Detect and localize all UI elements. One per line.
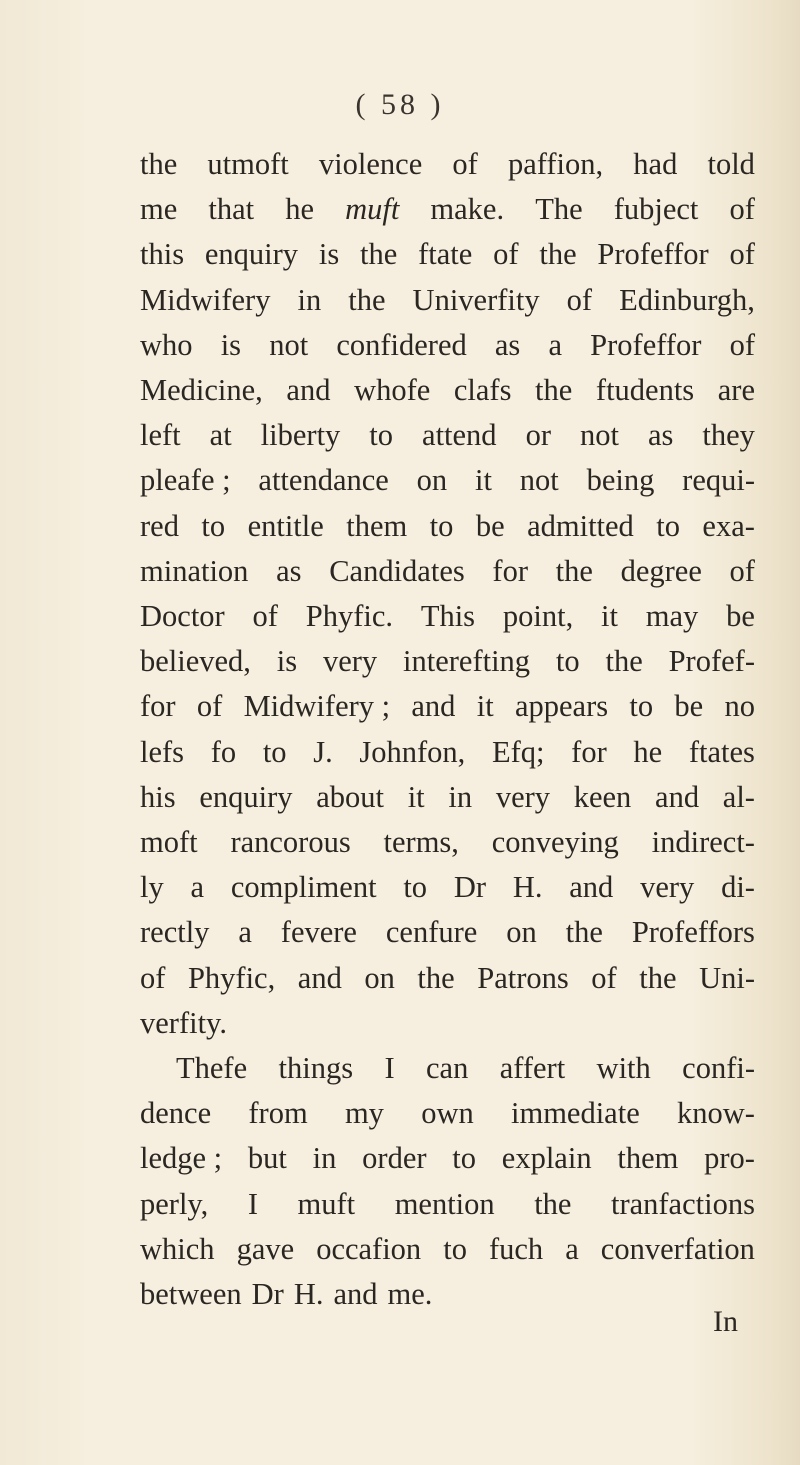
word: to bbox=[429, 508, 454, 543]
page-number-header: ( 58 ) bbox=[355, 88, 445, 121]
text-line bbox=[140, 820, 755, 865]
text-line bbox=[140, 187, 755, 232]
word: This bbox=[420, 599, 476, 634]
word: a bbox=[190, 870, 205, 905]
word: not bbox=[269, 327, 309, 362]
word: of bbox=[591, 960, 617, 995]
word: Candidates bbox=[329, 553, 465, 588]
word: admitted bbox=[527, 508, 634, 543]
word: occafion bbox=[316, 1231, 422, 1266]
word: Medicine, bbox=[140, 373, 263, 408]
word: Patrons bbox=[477, 960, 569, 995]
word: moft bbox=[140, 825, 198, 860]
word: of bbox=[140, 960, 166, 995]
word: to bbox=[452, 1141, 477, 1176]
word: cenfure bbox=[385, 915, 478, 950]
word: the bbox=[565, 915, 603, 950]
word: to bbox=[369, 418, 394, 453]
word: ly bbox=[140, 870, 164, 905]
word: on bbox=[506, 915, 537, 950]
word: it bbox=[407, 779, 425, 814]
word: terms, bbox=[383, 825, 459, 860]
word: mention bbox=[394, 1186, 495, 1221]
word: to bbox=[629, 689, 654, 724]
word: pleafe ; bbox=[140, 463, 231, 498]
text-line bbox=[140, 865, 755, 910]
word: them bbox=[617, 1141, 679, 1176]
text-line bbox=[140, 639, 755, 684]
word: and bbox=[286, 373, 331, 408]
word: to bbox=[555, 644, 580, 679]
word: a bbox=[548, 327, 563, 362]
text-line bbox=[140, 413, 755, 458]
word: between bbox=[140, 1277, 242, 1312]
body-text bbox=[140, 142, 755, 1317]
word: not bbox=[579, 418, 619, 453]
word: fuch bbox=[488, 1231, 544, 1266]
word: conveying bbox=[491, 825, 619, 860]
word: verfity. bbox=[140, 1005, 227, 1040]
word: point, bbox=[502, 599, 574, 634]
word: lefs bbox=[140, 734, 185, 769]
word: degree bbox=[620, 553, 702, 588]
word: Phyfic, bbox=[187, 960, 276, 995]
word: attendance bbox=[258, 463, 389, 498]
word: of bbox=[566, 282, 593, 317]
word: be bbox=[475, 508, 505, 543]
word: from bbox=[248, 1096, 308, 1131]
word: violence bbox=[318, 147, 423, 181]
word: things bbox=[278, 1051, 354, 1086]
text-line bbox=[140, 278, 755, 323]
word: he bbox=[285, 192, 314, 227]
word: on bbox=[364, 960, 395, 995]
word: tranfactions bbox=[610, 1186, 755, 1221]
word: to bbox=[403, 870, 428, 905]
word: for bbox=[571, 734, 607, 769]
text-line bbox=[140, 956, 755, 1001]
word: are bbox=[717, 373, 755, 408]
word: this bbox=[140, 237, 185, 272]
word: I bbox=[247, 1186, 259, 1221]
word: me. bbox=[387, 1277, 433, 1312]
word: of bbox=[493, 237, 519, 272]
word: they bbox=[702, 418, 755, 453]
word: of bbox=[729, 192, 755, 227]
word: Profeffor bbox=[597, 237, 709, 272]
word: about bbox=[316, 779, 384, 814]
word: compliment bbox=[230, 870, 377, 905]
word: very bbox=[322, 644, 378, 679]
text-line bbox=[140, 1136, 755, 1181]
word: Edinburgh, bbox=[619, 282, 755, 317]
word: as bbox=[647, 418, 674, 453]
word: of bbox=[729, 237, 755, 272]
word: muft bbox=[345, 192, 400, 227]
word: as bbox=[494, 327, 521, 362]
word: is bbox=[276, 644, 298, 679]
word: appears bbox=[514, 689, 609, 724]
catchword: In bbox=[713, 1305, 738, 1338]
text-line bbox=[140, 1091, 755, 1136]
word: not bbox=[519, 463, 559, 498]
word: rectly bbox=[140, 915, 210, 950]
word: very bbox=[495, 779, 551, 814]
word: the bbox=[639, 960, 677, 995]
word: gave bbox=[236, 1231, 295, 1266]
word: Midwifery bbox=[140, 282, 271, 317]
word: is bbox=[220, 327, 242, 362]
word: to bbox=[656, 508, 680, 543]
word: pro- bbox=[704, 1141, 755, 1176]
word: the bbox=[535, 373, 573, 408]
word: Univerfity bbox=[412, 282, 540, 317]
word: be bbox=[674, 689, 704, 724]
word: rancorous bbox=[230, 825, 351, 860]
word: can bbox=[426, 1051, 469, 1086]
word: dence bbox=[140, 1096, 212, 1131]
word: fo bbox=[210, 734, 237, 769]
word: muft bbox=[297, 1186, 356, 1221]
text-line bbox=[140, 730, 755, 775]
text-line bbox=[140, 594, 755, 639]
word: and bbox=[333, 1277, 378, 1312]
word: J. bbox=[313, 734, 333, 769]
text-line bbox=[140, 775, 755, 820]
word: Thefe bbox=[176, 1051, 248, 1086]
text-line bbox=[140, 1182, 755, 1227]
word: Profef- bbox=[668, 644, 755, 679]
word: to bbox=[443, 1231, 467, 1266]
word: of bbox=[196, 689, 223, 724]
word: know- bbox=[677, 1096, 755, 1131]
text-line bbox=[140, 504, 755, 549]
text-line bbox=[140, 1227, 755, 1272]
word: me bbox=[140, 192, 178, 227]
word: paffion, bbox=[507, 147, 604, 181]
word: had bbox=[633, 147, 678, 181]
word: left bbox=[140, 418, 181, 453]
word: confidered bbox=[336, 327, 467, 362]
word: which bbox=[140, 1231, 215, 1266]
word: Midwifery ; bbox=[243, 689, 391, 724]
word: ledge ; bbox=[140, 1141, 223, 1176]
word: to bbox=[201, 508, 226, 543]
word: of bbox=[252, 599, 278, 634]
word: perly, bbox=[140, 1186, 209, 1221]
word: be bbox=[726, 599, 755, 634]
text-line bbox=[140, 684, 755, 729]
word: the bbox=[360, 237, 398, 272]
text-line bbox=[140, 232, 755, 277]
word: very bbox=[640, 870, 695, 905]
word: it bbox=[476, 689, 494, 724]
word: the bbox=[140, 147, 178, 181]
word: red bbox=[140, 508, 179, 543]
text-line bbox=[140, 1272, 755, 1317]
word: affert bbox=[499, 1051, 566, 1086]
word: in bbox=[297, 282, 322, 317]
word: the bbox=[417, 960, 455, 995]
word: liberty bbox=[260, 418, 341, 453]
word: them bbox=[346, 508, 408, 543]
word: but bbox=[247, 1141, 287, 1176]
word: may bbox=[645, 599, 699, 634]
text-line bbox=[140, 142, 755, 187]
word: and bbox=[297, 960, 342, 995]
text-line bbox=[140, 549, 755, 594]
word: ftudents bbox=[595, 373, 695, 408]
word: enquiry bbox=[204, 237, 299, 272]
word: The bbox=[535, 192, 583, 227]
word: who bbox=[140, 327, 193, 362]
word: immediate bbox=[511, 1096, 640, 1131]
word: for bbox=[492, 553, 528, 588]
word: believed, bbox=[140, 644, 251, 679]
word: Doctor bbox=[140, 599, 225, 634]
word: mination bbox=[140, 553, 249, 588]
word: at bbox=[209, 418, 232, 453]
word: clafs bbox=[453, 373, 512, 408]
word: told bbox=[707, 147, 755, 181]
word: is bbox=[318, 237, 340, 272]
word: it bbox=[601, 599, 618, 634]
text-line bbox=[140, 323, 755, 368]
text-line bbox=[140, 368, 755, 413]
word: his bbox=[140, 779, 176, 814]
word: of bbox=[729, 327, 755, 362]
text-line bbox=[140, 1001, 755, 1046]
word: indirect- bbox=[651, 825, 755, 860]
word: the bbox=[534, 1186, 572, 1221]
word: my bbox=[344, 1096, 384, 1131]
text-line bbox=[140, 1046, 755, 1091]
word: exa- bbox=[702, 508, 755, 543]
word: on bbox=[416, 463, 448, 498]
word: no bbox=[724, 689, 755, 724]
word: keen bbox=[573, 779, 632, 814]
word: I bbox=[384, 1051, 395, 1086]
word: requi- bbox=[682, 463, 755, 498]
word: enquiry bbox=[199, 779, 293, 814]
word: di- bbox=[721, 870, 755, 905]
word: entitle bbox=[247, 508, 324, 543]
word: fevere bbox=[280, 915, 357, 950]
word: or bbox=[525, 418, 551, 453]
word: a bbox=[238, 915, 252, 950]
word: a bbox=[565, 1231, 579, 1266]
word: utmoft bbox=[207, 147, 289, 181]
word: Profeffors bbox=[631, 915, 755, 950]
word: H. bbox=[293, 1277, 324, 1312]
word: as bbox=[276, 553, 302, 588]
word: and bbox=[655, 779, 700, 814]
word: for bbox=[140, 689, 176, 724]
word: of bbox=[452, 147, 478, 181]
word: al- bbox=[722, 779, 755, 814]
word: ftate bbox=[418, 237, 473, 272]
word: ftates bbox=[688, 734, 755, 769]
word: of bbox=[729, 553, 755, 588]
word: with bbox=[596, 1051, 651, 1086]
word: in bbox=[448, 779, 473, 814]
word: and bbox=[411, 689, 456, 724]
word: explain bbox=[501, 1141, 592, 1176]
text-line bbox=[140, 910, 755, 955]
word: to bbox=[262, 734, 287, 769]
word: Efq; bbox=[491, 734, 545, 769]
word: converfation bbox=[600, 1231, 755, 1266]
word: whofe bbox=[354, 373, 431, 408]
word: order bbox=[362, 1141, 427, 1176]
word: Dr bbox=[251, 1277, 284, 1312]
word: Johnfon, bbox=[359, 734, 466, 769]
word: Uni- bbox=[699, 960, 755, 995]
word: fubject bbox=[613, 192, 699, 227]
word: own bbox=[421, 1096, 474, 1131]
word: the bbox=[605, 644, 643, 679]
word: being bbox=[586, 463, 655, 498]
word: and bbox=[569, 870, 614, 905]
word: he bbox=[633, 734, 663, 769]
text-line bbox=[140, 458, 755, 503]
word: that bbox=[208, 192, 255, 227]
word: Dr bbox=[453, 870, 487, 905]
word: the bbox=[555, 553, 593, 588]
word: H. bbox=[512, 870, 543, 905]
word: make. bbox=[430, 192, 505, 227]
word: Phyfic. bbox=[305, 599, 394, 634]
word: the bbox=[539, 237, 577, 272]
word: in bbox=[312, 1141, 337, 1176]
word: the bbox=[348, 282, 386, 317]
word: confi- bbox=[682, 1051, 755, 1086]
word: Profeffor bbox=[590, 327, 702, 362]
word: interefting bbox=[403, 644, 531, 679]
word: it bbox=[474, 463, 492, 498]
word: attend bbox=[422, 418, 497, 453]
